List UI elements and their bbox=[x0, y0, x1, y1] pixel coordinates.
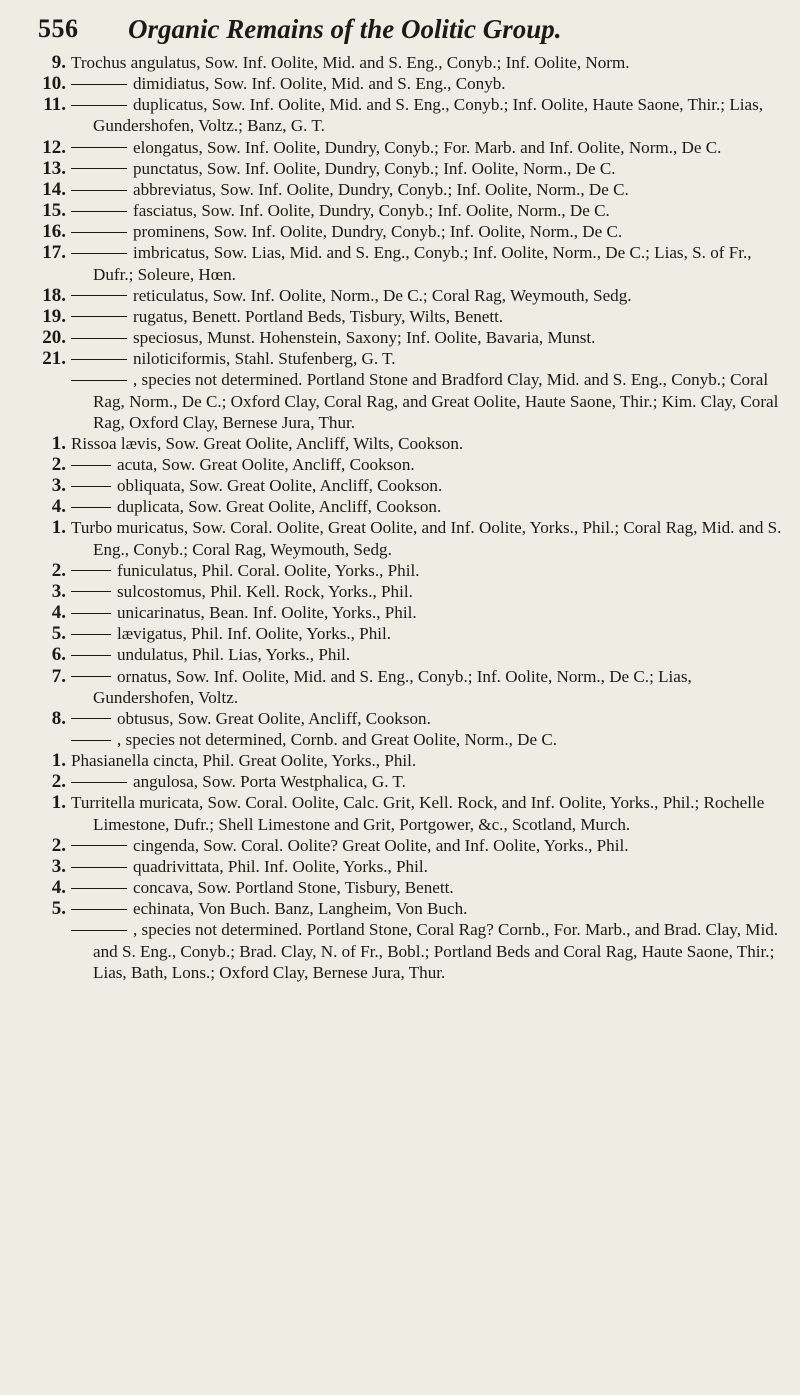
species-entry bbox=[0, 856, 800, 877]
species-entry bbox=[0, 708, 800, 729]
entry-description: elongatus, Sow. Inf. Oolite, Dundry, Conyb.; For. Marb. and Inf. Oolite, Norm., De C. bbox=[133, 137, 722, 157]
entry-text bbox=[93, 856, 792, 877]
species-entry bbox=[0, 666, 800, 708]
species-entry bbox=[0, 137, 800, 158]
entry-description: lævigatus, Phil. Inf. Oolite, Yorks., Phil. bbox=[117, 624, 392, 644]
entry-description: angulosa, Sow. Porta Westphalica, G. T. bbox=[133, 772, 406, 792]
entry-text bbox=[93, 137, 792, 158]
species-entry bbox=[0, 242, 800, 284]
genus-repeat-dash bbox=[71, 888, 127, 889]
entry-description: obliquata, Sow. Great Oolite, Ancliff, Cookson. bbox=[117, 476, 443, 496]
entry-description: ornatus, Sow. Inf. Oolite, Mid. and S. Eng., Conyb.; Inf. Oolite, Norm., De C.; Lias, Gundershofen, Voltz. bbox=[93, 666, 692, 707]
entry-text bbox=[93, 327, 792, 348]
entry-text bbox=[93, 475, 792, 496]
genus-repeat-dash bbox=[71, 147, 127, 148]
entry-description: echinata, Von Buch. Banz, Langheim, Von Buch. bbox=[133, 899, 468, 919]
entry-description: Phasianella cincta, Phil. Great Oolite, Yorks., Phil. bbox=[71, 751, 417, 771]
entry-text bbox=[93, 369, 792, 432]
genus-repeat-dash bbox=[71, 782, 127, 783]
entry-description: undulatus, Phil. Lias, Yorks., Phil. bbox=[117, 645, 351, 665]
entry-text bbox=[93, 898, 792, 919]
entry-text bbox=[71, 517, 792, 559]
entry-text bbox=[93, 496, 792, 517]
entry-description: prominens, Sow. Inf. Oolite, Dundry, Conyb.; Inf. Oolite, Norm., De C. bbox=[133, 222, 623, 242]
genus-repeat-dash bbox=[71, 591, 111, 592]
entry-number: 14. bbox=[42, 178, 66, 200]
entry-text bbox=[93, 708, 792, 729]
entry-description: concava, Sow. Portland Stone, Tisbury, Benett. bbox=[133, 878, 454, 898]
species-entry bbox=[0, 221, 800, 242]
species-entry bbox=[0, 919, 800, 982]
entry-text bbox=[93, 242, 792, 284]
entry-text bbox=[93, 623, 792, 644]
genus-repeat-dash bbox=[71, 105, 127, 106]
running-title: Organic Remains of the Oolitic Group. bbox=[128, 14, 562, 44]
entry-text bbox=[93, 200, 792, 221]
species-entry bbox=[0, 94, 800, 136]
entry-number: 15. bbox=[42, 200, 66, 222]
entry-number: 6. bbox=[51, 644, 66, 666]
entry-number: 2. bbox=[51, 559, 66, 581]
entry-description: quadrivittata, Phil. Inf. Oolite, Yorks., Phil. bbox=[133, 856, 428, 876]
entry-number: 16. bbox=[42, 221, 66, 243]
entry-text bbox=[93, 729, 792, 750]
entry-description: duplicata, Sow. Great Oolite, Ancliff, Cookson. bbox=[117, 497, 442, 517]
page-number: 556 bbox=[38, 14, 79, 43]
genus-repeat-dash bbox=[71, 211, 127, 212]
entry-text bbox=[93, 285, 792, 306]
entry-number: 1. bbox=[51, 517, 66, 539]
entry-text bbox=[71, 52, 792, 73]
entry-text bbox=[93, 158, 792, 179]
species-entry bbox=[0, 285, 800, 306]
species-entry bbox=[0, 369, 800, 432]
entry-number: 3. bbox=[51, 855, 66, 877]
species-entry bbox=[0, 835, 800, 856]
genus-repeat-dash bbox=[71, 486, 111, 487]
entry-number: 1. bbox=[51, 750, 66, 772]
entry-description: dimidiatus, Sow. Inf. Oolite, Mid. and S. Eng., Conyb. bbox=[133, 74, 506, 94]
species-entry bbox=[0, 454, 800, 475]
entry-text bbox=[93, 835, 792, 856]
genus-repeat-dash bbox=[71, 570, 111, 571]
genus-repeat-dash bbox=[71, 465, 111, 466]
entry-number: 5. bbox=[51, 623, 66, 645]
genus-repeat-dash bbox=[71, 253, 127, 254]
entry-description: rugatus, Benett. Portland Beds, Tisbury, Wilts, Benett. bbox=[133, 306, 504, 326]
entry-description: Turbo muricatus, Sow. Coral. Oolite, Great Oolite, and Inf. Oolite, Yorks., Phil.; Coral Rag, Mid. and S. Eng., Conyb.; Coral Rag, Weymouth, Sedg. bbox=[71, 518, 782, 559]
entry-description: acuta, Sow. Great Oolite, Ancliff, Cookson. bbox=[117, 454, 415, 474]
species-entry bbox=[0, 200, 800, 221]
entry-description: , species not determined. Portland Stone and Bradford Clay, Mid. and S. Eng., Conyb.; Coral Rag, Norm., De C.; Oxford Clay, Coral Rag, and Great Oolite, Haute Saone, Thir.; Kim. Clay, Coral Rag, Oxford Clay, Bernese Jura, Thur. bbox=[93, 370, 779, 432]
entry-number: 8. bbox=[51, 707, 66, 729]
entry-description: imbricatus, Sow. Lias, Mid. and S. Eng., Conyb.; Inf. Oolite, Norm., De C.; Lias, S. of Fr., Dufr.; Soleure, Hœn. bbox=[93, 243, 752, 284]
entry-text bbox=[93, 919, 792, 982]
species-entry bbox=[0, 433, 800, 454]
species-entry bbox=[0, 750, 800, 771]
entry-number: 2. bbox=[51, 453, 66, 475]
entry-description: unicarinatus, Bean. Inf. Oolite, Yorks., Phil. bbox=[117, 603, 417, 623]
genus-repeat-dash bbox=[71, 295, 127, 296]
species-entry bbox=[0, 475, 800, 496]
entry-text bbox=[71, 750, 792, 771]
species-entry bbox=[0, 52, 800, 73]
entry-description: abbreviatus, Sow. Inf. Oolite, Dundry, Conyb.; Inf. Oolite, Norm., De C. bbox=[133, 179, 629, 199]
entry-description: niloticiformis, Stahl. Stufenberg, G. T. bbox=[133, 349, 396, 369]
entry-text bbox=[93, 179, 792, 200]
species-entry bbox=[0, 179, 800, 200]
entry-description: Turritella muricata, Sow. Coral. Oolite, Calc. Grit, Kell. Rock, and Inf. Oolite, Yorks., Phil.; Rochelle Limestone, Dufr.; Shell Limestone and Grit, Portgower, &c., Scotland, Murch. bbox=[71, 793, 765, 834]
entry-number: 5. bbox=[51, 898, 66, 920]
species-entry bbox=[0, 623, 800, 644]
species-entry bbox=[0, 73, 800, 94]
species-entry bbox=[0, 792, 800, 834]
entry-number: 19. bbox=[42, 305, 66, 327]
species-entry bbox=[0, 771, 800, 792]
genus-repeat-dash bbox=[71, 359, 127, 360]
entry-number: 2. bbox=[51, 771, 66, 793]
entry-description: duplicatus, Sow. Inf. Oolite, Mid. and S. Eng., Conyb.; Inf. Oolite, Haute Saone, Thir.; Lias, Gundershofen, Voltz.; Banz, G. T. bbox=[93, 95, 764, 136]
entry-number: 4. bbox=[51, 602, 66, 624]
entry-text bbox=[93, 644, 792, 665]
entry-text bbox=[71, 792, 792, 834]
genus-repeat-dash bbox=[71, 507, 111, 508]
genus-repeat-dash bbox=[71, 867, 127, 868]
entry-text bbox=[93, 306, 792, 327]
genus-repeat-dash bbox=[71, 740, 111, 741]
entry-description: , species not determined. Portland Stone, Coral Rag? Cornb., For. Marb., and Brad. Clay, Mid. and S. Eng., Conyb.; Brad. Clay, N. of Fr., Bobl.; Portland Beds and Coral Rag, Haute Saone, Thir.; Lias, Bath, Lons.; Oxford Clay, Bernese Jura, Thur. bbox=[93, 920, 779, 982]
genus-repeat-dash bbox=[71, 338, 127, 339]
entry-description: funiculatus, Phil. Coral. Oolite, Yorks., Phil. bbox=[117, 560, 420, 580]
entry-text bbox=[93, 666, 792, 708]
entry-number: 1. bbox=[51, 432, 66, 454]
entry-number: 21. bbox=[42, 348, 66, 370]
entry-text bbox=[93, 221, 792, 242]
entry-text bbox=[93, 602, 792, 623]
genus-repeat-dash bbox=[71, 232, 127, 233]
species-entry bbox=[0, 327, 800, 348]
entry-number: 11. bbox=[43, 94, 66, 116]
species-entry bbox=[0, 877, 800, 898]
entry-number: 3. bbox=[51, 580, 66, 602]
entry-number: 4. bbox=[51, 877, 66, 899]
species-entry bbox=[0, 898, 800, 919]
genus-repeat-dash bbox=[71, 316, 127, 317]
genus-repeat-dash bbox=[71, 168, 127, 169]
entry-description: punctatus, Sow. Inf. Oolite, Dundry, Conyb.; Inf. Oolite, Norm., De C. bbox=[133, 158, 616, 178]
entry-description: reticulatus, Sow. Inf. Oolite, Norm., De C.; Coral Rag, Weymouth, Sedg. bbox=[133, 285, 632, 305]
species-entry bbox=[0, 517, 800, 559]
entry-number: 12. bbox=[42, 136, 66, 158]
species-entry bbox=[0, 496, 800, 517]
entry-number: 10. bbox=[42, 73, 66, 95]
entry-text bbox=[93, 94, 792, 136]
species-list bbox=[0, 52, 800, 983]
entry-text bbox=[93, 771, 792, 792]
page-header bbox=[0, 4, 800, 44]
entry-text bbox=[93, 877, 792, 898]
genus-repeat-dash bbox=[71, 718, 111, 719]
entry-text bbox=[93, 454, 792, 475]
species-entry bbox=[0, 602, 800, 623]
species-entry bbox=[0, 348, 800, 369]
entry-number: 3. bbox=[51, 475, 66, 497]
species-entry bbox=[0, 729, 800, 750]
genus-repeat-dash bbox=[71, 190, 127, 191]
entry-text bbox=[93, 73, 792, 94]
entry-number: 2. bbox=[51, 834, 66, 856]
genus-repeat-dash bbox=[71, 655, 111, 656]
entry-number: 4. bbox=[51, 496, 66, 518]
entry-description: Trochus angulatus, Sow. Inf. Oolite, Mid. and S. Eng., Conyb.; Inf. Oolite, Norm. bbox=[71, 53, 630, 72]
species-entry bbox=[0, 158, 800, 179]
entry-description: sulcostomus, Phil. Kell. Rock, Yorks., Phil. bbox=[117, 581, 413, 601]
entry-text bbox=[93, 348, 792, 369]
entry-number: 13. bbox=[42, 157, 66, 179]
genus-repeat-dash bbox=[71, 380, 127, 381]
genus-repeat-dash bbox=[71, 613, 111, 614]
entry-text bbox=[93, 560, 792, 581]
genus-repeat-dash bbox=[71, 634, 111, 635]
genus-repeat-dash bbox=[71, 676, 111, 677]
genus-repeat-dash bbox=[71, 909, 127, 910]
entry-description: Rissoa lævis, Sow. Great Oolite, Ancliff, Wilts, Cookson. bbox=[71, 433, 464, 453]
genus-repeat-dash bbox=[71, 845, 127, 846]
entry-number: 9. bbox=[51, 52, 66, 73]
species-entry bbox=[0, 644, 800, 665]
entry-description: obtusus, Sow. Great Oolite, Ancliff, Cookson. bbox=[117, 708, 431, 728]
entry-description: fasciatus, Sow. Inf. Oolite, Dundry, Conyb.; Inf. Oolite, Norm., De C. bbox=[133, 201, 610, 221]
species-entry bbox=[0, 581, 800, 602]
entry-number: 7. bbox=[51, 665, 66, 687]
entry-number: 20. bbox=[42, 327, 66, 349]
genus-repeat-dash bbox=[71, 84, 127, 85]
species-entry bbox=[0, 306, 800, 327]
entry-number: 1. bbox=[51, 792, 66, 814]
entry-text bbox=[71, 433, 792, 454]
entry-number: 18. bbox=[42, 284, 66, 306]
entry-text bbox=[93, 581, 792, 602]
species-entry bbox=[0, 560, 800, 581]
entry-description: speciosus, Munst. Hohenstein, Saxony; Inf. Oolite, Bavaria, Munst. bbox=[133, 328, 596, 348]
entry-description: , species not determined, Cornb. and Great Oolite, Norm., De C. bbox=[117, 730, 558, 749]
entry-description: cingenda, Sow. Coral. Oolite? Great Oolite, and Inf. Oolite, Yorks., Phil. bbox=[133, 835, 629, 855]
genus-repeat-dash bbox=[71, 930, 127, 931]
entry-number: 17. bbox=[42, 242, 66, 264]
